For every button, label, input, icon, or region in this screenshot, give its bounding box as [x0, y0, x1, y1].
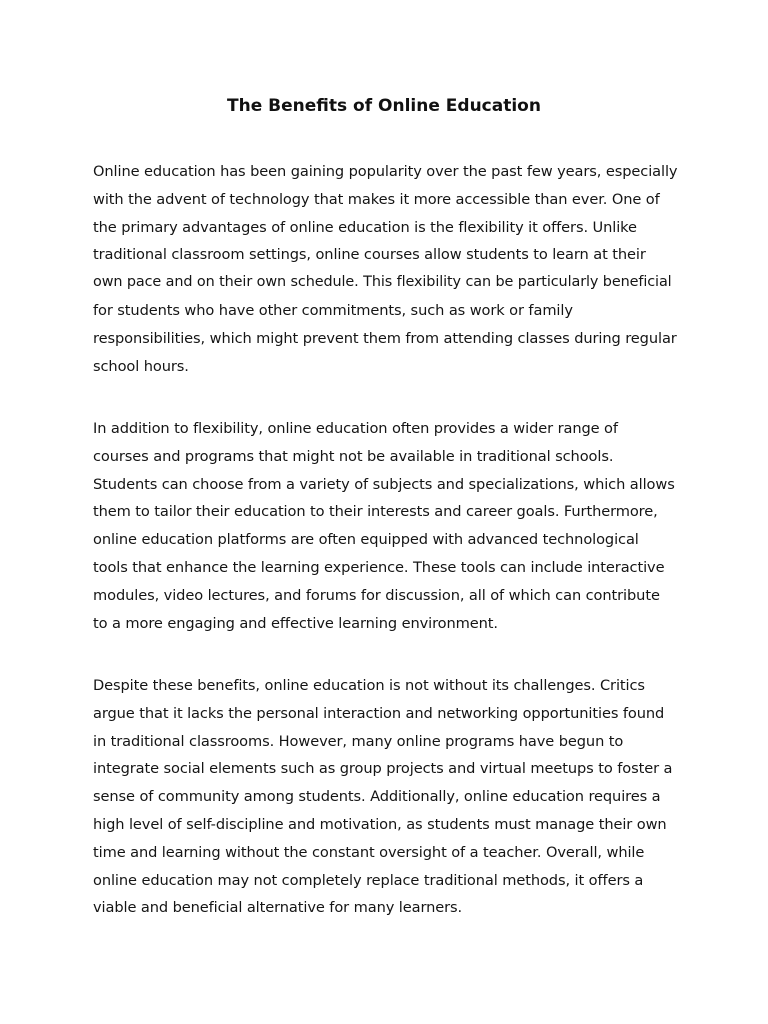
paragraph-line: to a more engaging and effective learning environment. — [93, 614, 498, 632]
paragraph-line: own pace and on their own schedule. This flexibility can be particularly beneficial — [93, 274, 672, 291]
paragraph-line: for students who have other commitments, such as work or family — [93, 301, 573, 319]
document-title: The Benefits of Online Education — [227, 96, 541, 116]
paragraph-line: high level of self-discipline and motivation, as students must manage their own — [93, 815, 667, 833]
paragraph-line: tools that enhance the learning experience. These tools can include interactive — [93, 558, 665, 576]
paragraph-1 — [93, 158, 679, 380]
paragraph-line: online education may not completely replace traditional methods, it offers a — [93, 871, 644, 889]
paragraph-line: in traditional classrooms. However, many online programs have begun to — [93, 732, 624, 750]
paragraph-3 — [93, 672, 679, 922]
paragraph-line: Online education has been gaining popularity over the past few years, especially — [93, 163, 678, 180]
paragraph-line: sense of community among students. Additionally, online education requires a — [93, 788, 661, 806]
paragraph-line: them to tailor their education to their interests and career goals. Furthermore, — [93, 503, 658, 521]
paragraph-line: online education platforms are often equipped with advanced technological — [93, 531, 639, 549]
paragraph-line: modules, video lectures, and forums for discussion, all of which can contribute — [93, 586, 660, 604]
paragraph-line: with the advent of technology that makes it more accessible than ever. One of — [93, 190, 660, 208]
paragraph-line: argue that it lacks the personal interaction and networking opportunities found — [93, 704, 665, 722]
paragraph-line: the primary advantages of online education is the flexibility it offers. Unlike — [93, 218, 637, 236]
paragraph-2 — [93, 415, 679, 637]
paragraph-line: viable and beneficial alternative for many learners. — [93, 899, 463, 917]
paragraph-line: In addition to flexibility, online education often provides a wider range of — [93, 420, 618, 437]
paragraph-line: courses and programs that might not be available in traditional schools. — [93, 447, 614, 465]
paragraph-line: integrate social elements such as group projects and virtual meetups to foster a — [93, 760, 673, 778]
paragraph-line: Despite these benefits, online education is not without its challenges. Critics — [93, 677, 645, 694]
paragraph-line: responsibilities, which might prevent them from attending classes during regular — [93, 329, 677, 347]
paragraph-line: time and learning without the constant oversight of a teacher. Overall, while — [93, 843, 645, 861]
paragraph-line: school hours. — [93, 357, 189, 375]
paragraph-line: traditional classroom settings, online courses allow students to learn at their — [93, 246, 646, 264]
paragraph-line: Students can choose from a variety of subjects and specializations, which allows — [93, 475, 675, 493]
